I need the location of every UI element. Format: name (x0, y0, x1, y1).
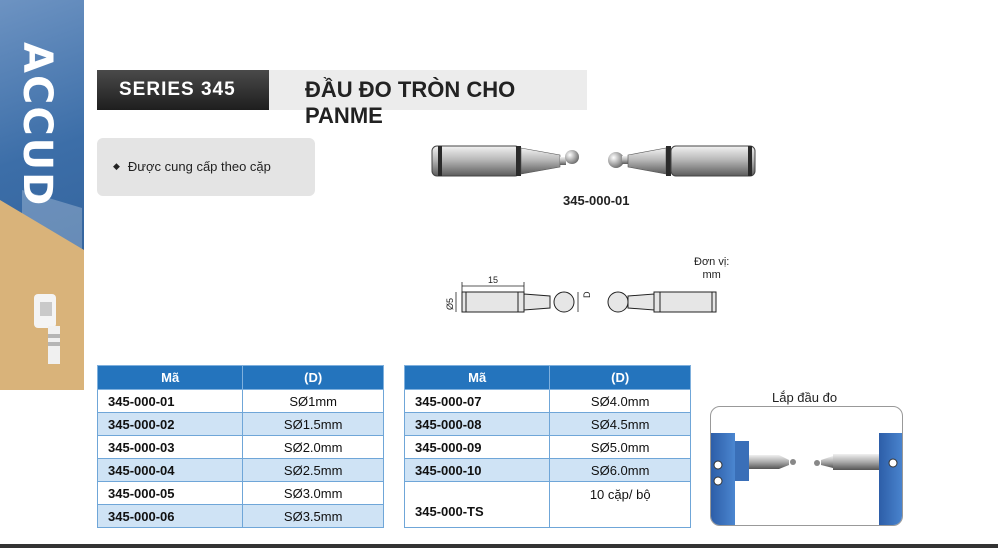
header-d: (D) (243, 366, 384, 390)
cell-value: SØ5.0mm (550, 436, 691, 459)
cell-code: 345-000-08 (405, 413, 550, 436)
table-header-row (405, 366, 691, 390)
cell-value: SØ4.5mm (550, 413, 691, 436)
cell-code: 345-000-06 (98, 505, 243, 528)
cell-value: SØ4.0mm (550, 390, 691, 413)
cell-value: 10 cặp/ bộ (550, 482, 691, 528)
mount-label: Lắp đầu đo (772, 390, 838, 405)
cell-code: 345-000-10 (405, 459, 550, 482)
cell-code: 345-000-01 (98, 390, 243, 413)
technical-drawing (440, 270, 730, 330)
micrometer-icon (30, 290, 66, 370)
table-row (405, 459, 691, 482)
cell-code: 345-000-02 (98, 413, 243, 436)
brand-logo: ACCUD (14, 42, 60, 208)
series-label: SERIES 345 (119, 79, 236, 100)
table-row (98, 482, 384, 505)
cell-code: 345-000-05 (98, 482, 243, 505)
product-photo (430, 140, 760, 182)
sidebar-decoration (0, 0, 84, 390)
spec-table-right (404, 365, 691, 528)
cell-code: 345-000-TS (405, 482, 550, 528)
table-row (405, 413, 691, 436)
product-caption: 345-000-01 (563, 193, 630, 208)
cell-code: 345-000-04 (98, 459, 243, 482)
table-row (98, 436, 384, 459)
feature-item: ◆ Được cung cấp theo cặp (113, 159, 271, 174)
cell-value: SØ2.0mm (243, 436, 384, 459)
header-d: (D) (550, 366, 691, 390)
table-row (98, 413, 384, 436)
cell-value: SØ3.0mm (243, 482, 384, 505)
micrometer-mount-illustration (711, 407, 903, 526)
spec-table-left (97, 365, 384, 528)
header-code: Mã (405, 366, 550, 390)
cell-code: 345-000-09 (405, 436, 550, 459)
header-code: Mã (98, 366, 243, 390)
page-header (97, 70, 587, 128)
table-row (405, 436, 691, 459)
mount-photo (710, 406, 903, 526)
diamond-bullet-icon: ◆ (113, 161, 120, 171)
table-row (405, 482, 691, 528)
page-title: ĐẦU ĐO TRÒN CHO PANME (305, 77, 516, 128)
cell-value: SØ2.5mm (243, 459, 384, 482)
feature-box (97, 138, 315, 196)
cell-code: 345-000-03 (98, 436, 243, 459)
table-row (98, 505, 384, 528)
dimension-diameter: Ø5 (445, 297, 455, 310)
table-row (405, 390, 691, 413)
bottom-divider (0, 544, 998, 548)
cell-code: 345-000-07 (405, 390, 550, 413)
unit-note: Đơn vị: mm (694, 256, 730, 281)
cell-value: SØ1.5mm (243, 413, 384, 436)
cell-value: SØ6.0mm (550, 459, 691, 482)
dimension-d: D (582, 291, 592, 298)
table-row (98, 390, 384, 413)
table-header-row (98, 366, 384, 390)
cell-value: SØ1mm (243, 390, 384, 413)
table-row (98, 459, 384, 482)
cell-value: SØ3.5mm (243, 505, 384, 528)
dimension-length: 15 (488, 275, 499, 285)
